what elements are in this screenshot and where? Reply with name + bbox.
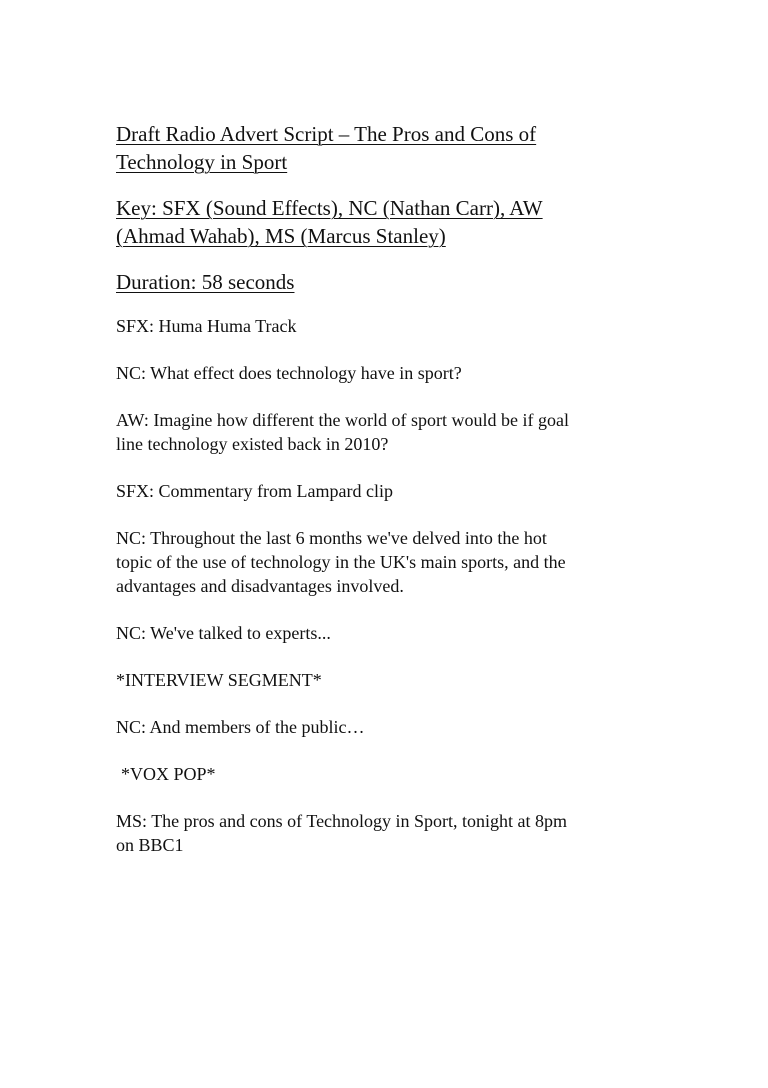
- duration: Duration: 58 seconds: [116, 270, 295, 294]
- script-line: SFX: Huma Huma Track: [116, 316, 297, 336]
- script-line: NC: What effect does technology have in sport?: [116, 363, 462, 383]
- script-line: MS: The pros and cons of Technology in Sport, tonight at 8pm on BBC1: [116, 811, 568, 855]
- key-legend: Key: SFX (Sound Effects), NC (Nathan Carr), AW (Ahmad Wahab), MS (Marcus Stanley): [116, 196, 543, 248]
- script-line: NC: Throughout the last 6 months we've delved into the hot topic of the use of technology in the UK's main sports, and the advantages and disadvantages involved.: [116, 528, 566, 596]
- document-body: [116, 120, 656, 880]
- script-line: NC: And members of the public…: [116, 717, 365, 737]
- script-line: *VOX POP*: [121, 764, 216, 784]
- script-line: SFX: Commentary from Lampard clip: [116, 481, 393, 501]
- script-line: *INTERVIEW SEGMENT*: [116, 670, 322, 690]
- script-line: NC: We've talked to experts...: [116, 623, 331, 643]
- script-line: AW: Imagine how different the world of sport would be if goal line technology existed back in 2010?: [116, 410, 569, 454]
- document-title: Draft Radio Advert Script – The Pros and Cons of Technology in Sport: [116, 122, 537, 174]
